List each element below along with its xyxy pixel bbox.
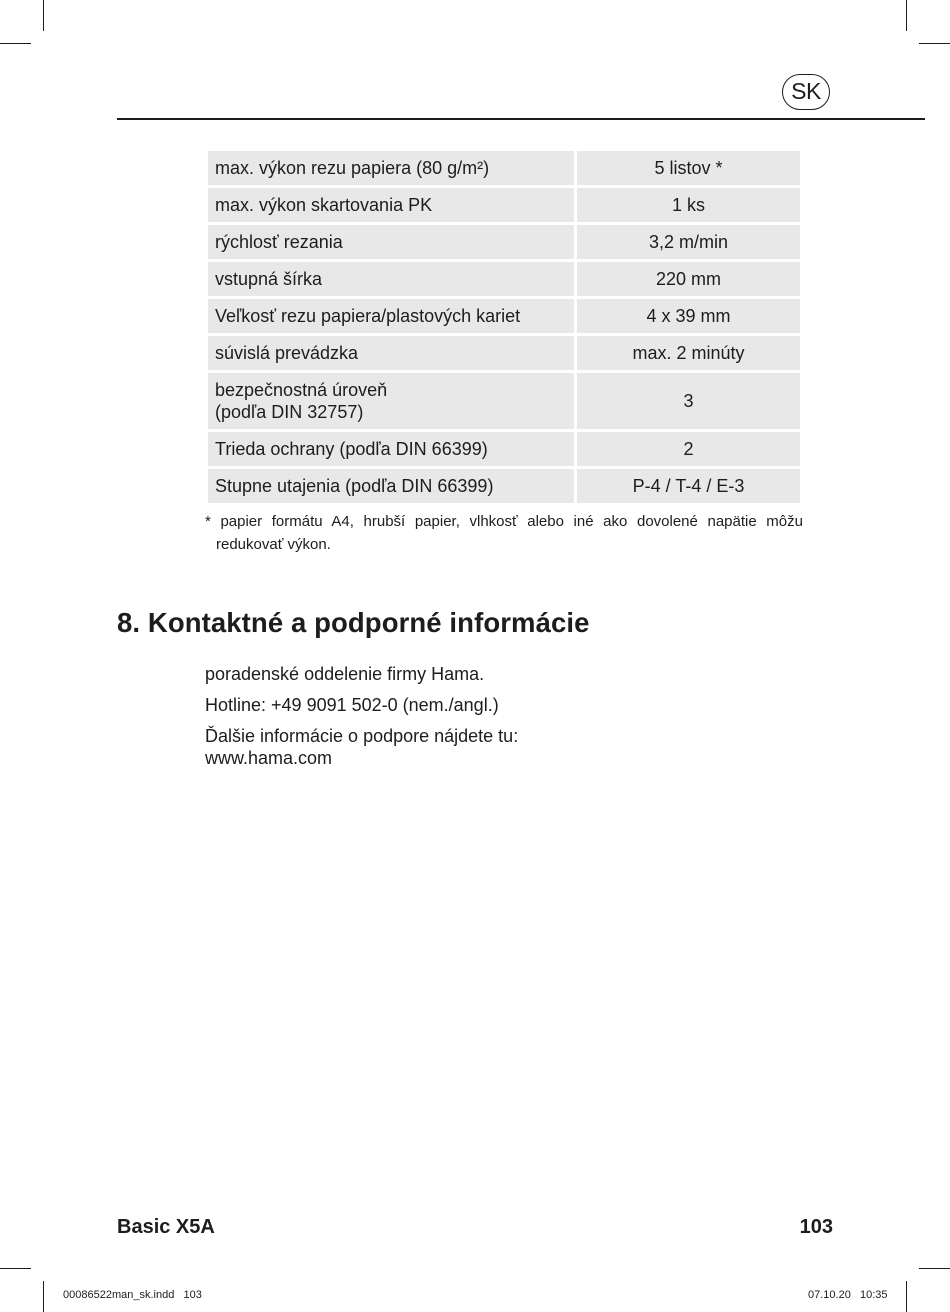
spec-label-line: (podľa DIN 32757) [215, 402, 364, 422]
spec-value: 3,2 m/min [576, 224, 802, 261]
print-slug-timestamp: 07.10.20 10:35 [808, 1289, 888, 1301]
spec-value: 5 listov * [576, 150, 802, 187]
crop-mark-bottom-left-vertical [43, 1281, 44, 1312]
spec-label-line: bezpečnostná úroveň [215, 380, 388, 400]
spec-label: max. výkon skartovania PK [207, 187, 576, 224]
table-row [207, 298, 802, 335]
print-slug-file: 00086522man_sk.indd 103 [63, 1289, 202, 1301]
table-footnote: * papier formátu A4, hrubší papier, vlhkosť alebo iné ako dovolené napätie môžu redukovať výkon. [205, 513, 803, 553]
spec-label [207, 372, 576, 431]
spec-label: vstupná šírka [207, 261, 576, 298]
contact-line-service: poradenské oddelenie firmy Hama. [205, 664, 485, 684]
spec-label: Veľkosť rezu papiera/plastových kariet [207, 298, 576, 335]
crop-mark-bottom-right-horizontal [919, 1268, 950, 1269]
table-row [207, 150, 802, 187]
page-number: 103 [799, 1216, 833, 1238]
crop-mark-top-right-vertical [906, 0, 907, 31]
contact-line-hotline: Hotline: +49 9091 502-0 (nem./angl.) [205, 695, 499, 715]
table-row [207, 372, 802, 431]
specs-table [205, 148, 803, 506]
spec-value: 4 x 39 mm [576, 298, 802, 335]
spec-label: Stupne utajenia (podľa DIN 66399) [207, 468, 576, 505]
crop-mark-top-left-horizontal [0, 43, 31, 44]
spec-value: 2 [576, 431, 802, 468]
footer-product-name: Basic X5A [117, 1216, 215, 1238]
spec-label: súvislá prevádzka [207, 335, 576, 372]
contact-line-website: www.hama.com [205, 748, 333, 768]
table-row [207, 431, 802, 468]
spec-value: 1 ks [576, 187, 802, 224]
table-row [207, 335, 802, 372]
spec-value: 3 [576, 372, 802, 431]
table-row [207, 468, 802, 505]
spec-value: P-4 / T-4 / E-3 [576, 468, 802, 505]
crop-mark-top-left-vertical [43, 0, 44, 31]
spec-label: Trieda ochrany (podľa DIN 66399) [207, 431, 576, 468]
table-row [207, 261, 802, 298]
table-row [207, 187, 802, 224]
header-rule [117, 118, 925, 120]
spec-label: max. výkon rezu papiera (80 g/m²) [207, 150, 576, 187]
crop-mark-bottom-left-horizontal [0, 1268, 31, 1269]
spec-value: max. 2 minúty [576, 335, 802, 372]
contact-line-more-info: Ďalšie informácie o podpore nájdete tu: [205, 726, 519, 746]
table-row [207, 224, 802, 261]
crop-mark-top-right-horizontal [919, 43, 950, 44]
spec-value: 220 mm [576, 261, 802, 298]
section-heading: 8. Kontaktné a podporné informácie [117, 607, 590, 638]
crop-mark-bottom-right-vertical [906, 1281, 907, 1312]
language-badge: SK [782, 74, 830, 110]
spec-label: rýchlosť rezania [207, 224, 576, 261]
